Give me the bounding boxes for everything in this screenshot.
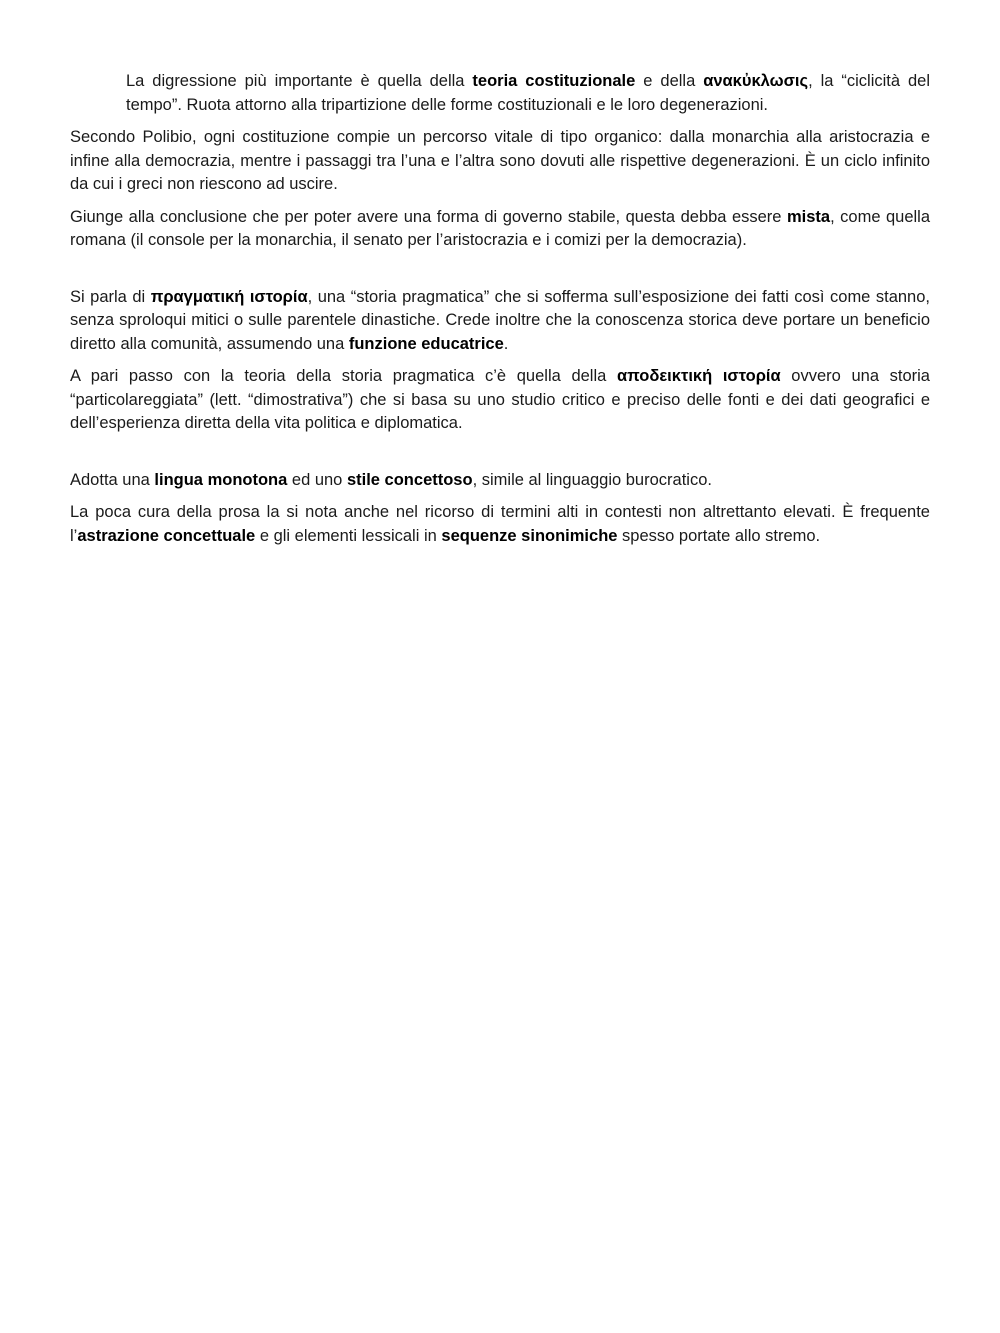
text-run: Secondo Polibio, ogni costituzione compie un percorso vitale di tipo organico: dalla monarchia alla aristocrazia e infine alla democrazia, mentre i passaggi tra l’una e l’altra sono dovuti alle rispettive degenerazioni. È un ciclo infinito da cui i greci non riescono ad uscire.	[70, 128, 930, 193]
bold-term: lingua monotona	[154, 470, 288, 489]
text-run: , la “ciclicità del tempo”. Ruota attorno alla tripartizione delle forme costituzionali e le loro degenerazioni.	[126, 72, 931, 114]
text-run: La poca cura della prosa la si nota anche nel ricorso di termini alti in contesti non altrettanto elevati. È frequente l’	[70, 503, 930, 545]
bold-term: αποδεικτική ιστορία	[616, 367, 781, 385]
text-run: e della	[635, 72, 704, 90]
text-run: , simile al linguaggio burocratico.	[472, 470, 712, 489]
paragraph-p4	[70, 286, 930, 357]
bold-term: sequenze sinonimiche	[441, 526, 618, 545]
document-body	[70, 70, 930, 557]
text-run: .	[503, 334, 509, 353]
text-run: , come quella romana (il console per la monarchia, il senato per l’aristocrazia e i comizi per la democrazia).	[70, 207, 931, 249]
bold-term: teoria costituzionale	[472, 72, 636, 90]
text-run: A pari passo con la teoria della storia pragmatica c’è quella della	[70, 367, 617, 385]
text-run: ed uno	[287, 470, 347, 489]
paragraph-p5	[70, 365, 930, 436]
text-run: , una “storia pragmatica” che si sofferma sull’esposizione dei fatti così come stanno, senza sproloqui mitici o sulle parentele dinastiche. Crede inoltre che la conoscenza storica deve portare un beneficio diretto alla comunità, assumendo una	[70, 287, 930, 353]
text-run: e gli elementi lessicali in	[255, 526, 442, 545]
text-run: ovvero una storia “particolareggiata” (lett. “dimostrativa”) che si basa su uno studio critico e preciso delle fonti e dei dati geografici e dell’esperienza diretta della vita politica e diplomatica.	[70, 367, 930, 432]
bold-term: funzione educatrice	[348, 334, 504, 353]
bold-term: ανακὐκλωσις	[703, 72, 809, 90]
paragraph-p7	[70, 501, 930, 548]
text-run: La digressione più importante è quella della	[126, 72, 473, 90]
text-run: Si parla di	[70, 287, 151, 306]
paragraph-p6	[70, 469, 930, 493]
paragraph-p1	[126, 70, 930, 117]
bold-term: stile concettoso	[346, 470, 473, 489]
bold-term: astrazione concettuale	[77, 526, 256, 545]
paragraph-p3	[70, 206, 930, 253]
text-run: Giunge alla conclusione che per poter avere una forma di governo stabile, questa debba essere	[70, 207, 787, 226]
text-run: Adotta una	[70, 470, 155, 489]
bold-term: mista	[786, 207, 831, 226]
bold-term: πραγματική ιστορία	[150, 287, 308, 306]
paragraph-p2	[70, 126, 930, 197]
text-run: spesso portate allo stremo.	[617, 526, 821, 545]
